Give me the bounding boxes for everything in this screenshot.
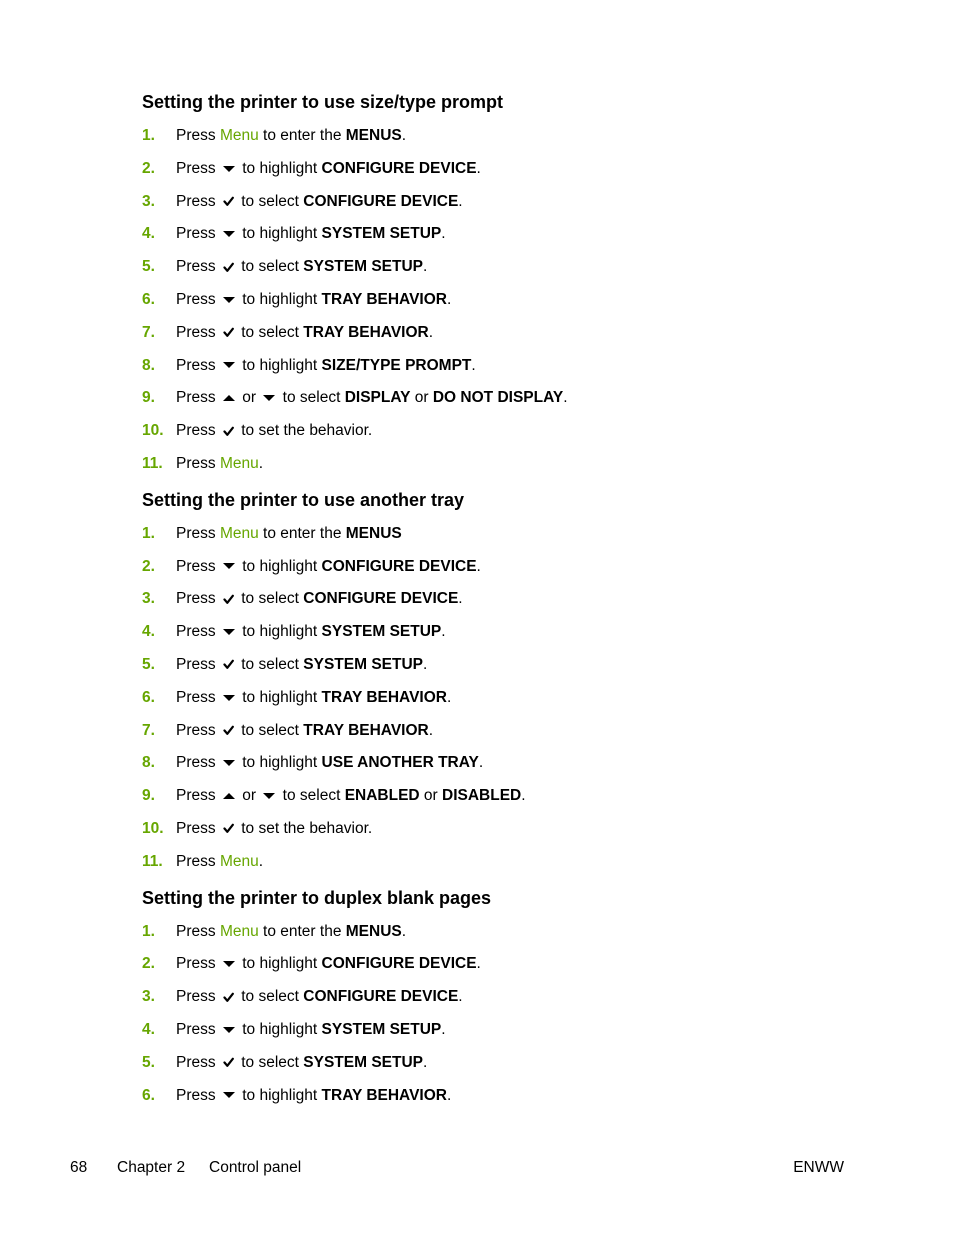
instruction-text: . (423, 1053, 428, 1071)
instruction-text: to highlight (237, 225, 322, 243)
instruction-text: to select (236, 323, 304, 341)
section (142, 486, 902, 879)
menu-item-name: CONFIGURE DEVICE (303, 988, 459, 1006)
down-arrow-icon (223, 1091, 235, 1099)
instruction-text: to select (236, 590, 304, 608)
step-number: 5. (142, 1053, 155, 1071)
step-number: 4. (142, 623, 155, 641)
steps-list (142, 120, 902, 481)
down-arrow-icon (223, 694, 235, 702)
step-text (176, 813, 372, 846)
instruction-text: to highlight (237, 557, 322, 575)
list-item (142, 948, 902, 981)
step-number: 10. (142, 422, 164, 440)
instruction-text: Press (176, 922, 220, 940)
footer-chapter-title: Control panel (209, 1159, 302, 1176)
steps-list (142, 518, 902, 879)
instruction-text: to highlight (237, 159, 322, 177)
menu-item-name: TRAY BEHAVIOR (321, 290, 447, 308)
instruction-text: to highlight (237, 754, 322, 772)
instruction-text: . (447, 290, 452, 308)
step-text (176, 583, 463, 616)
step-text (176, 682, 451, 715)
down-arrow-icon (263, 394, 275, 402)
step-number: 2. (142, 557, 155, 575)
instruction-text: to select (236, 1053, 304, 1071)
step-text (176, 846, 263, 879)
menu-item-name: MENUS (345, 524, 402, 542)
step-number: 3. (142, 590, 155, 608)
instruction-text: Press (176, 524, 220, 542)
menu-item-name: CONFIGURE DEVICE (303, 590, 459, 608)
down-arrow-icon (223, 562, 235, 570)
menu-button-label: Menu (219, 454, 259, 472)
list-item (142, 981, 902, 1014)
down-arrow-icon (223, 230, 235, 238)
list-item (142, 616, 902, 649)
list-item (142, 583, 902, 616)
list-item (142, 448, 902, 481)
menu-item-name: MENUS (345, 922, 402, 940)
instruction-text: . (476, 955, 481, 973)
menu-item-name: SYSTEM SETUP (303, 1053, 423, 1071)
step-text (176, 1047, 427, 1080)
footer-locale: ENWW (793, 1159, 844, 1176)
step-number: 8. (142, 754, 155, 772)
up-arrow-icon (223, 394, 235, 402)
list-item (142, 317, 902, 350)
step-number: 9. (142, 787, 155, 805)
step-number: 1. (142, 127, 155, 144)
step-text (176, 448, 263, 481)
menu-item-name: SYSTEM SETUP (303, 258, 423, 276)
step-number: 6. (142, 1086, 155, 1104)
step-number: 3. (142, 988, 155, 1006)
footer-chapter: Chapter 2 (117, 1159, 186, 1176)
step-text (176, 251, 427, 284)
step-text (176, 780, 526, 813)
checkmark-icon (223, 823, 234, 834)
step-number: 4. (142, 225, 155, 243)
down-arrow-icon (223, 361, 235, 369)
step-text (176, 551, 481, 584)
instruction-text: Press (176, 258, 220, 276)
instruction-text: . (258, 454, 264, 472)
instruction-text: Press (176, 590, 220, 608)
instruction-text: Press (176, 623, 220, 641)
instruction-text: . (521, 787, 526, 805)
menu-item-name: CONFIGURE DEVICE (321, 159, 477, 177)
step-text (176, 382, 568, 415)
step-text (176, 747, 483, 780)
checkmark-icon (223, 327, 234, 338)
down-arrow-icon (223, 759, 235, 767)
step-text (176, 649, 427, 682)
step-text (176, 616, 446, 649)
checkmark-icon (223, 594, 234, 605)
instruction-text: Press (176, 819, 220, 837)
instruction-text: Press (176, 389, 220, 407)
step-text (176, 715, 433, 748)
section-title: Setting the printer to duplex blank pages (142, 887, 492, 908)
section (142, 884, 902, 1113)
instruction-text: . (447, 1086, 452, 1104)
instruction-text: . (428, 323, 434, 341)
section-title: Setting the printer to use size/type prompt (142, 92, 504, 112)
step-number: 4. (142, 1020, 155, 1038)
instruction-text: Press (176, 721, 220, 739)
instruction-text: to select (236, 721, 304, 739)
menu-item-name: DISABLED (442, 787, 522, 805)
down-arrow-icon (223, 165, 235, 173)
list-item (142, 284, 902, 317)
checkmark-icon (223, 659, 234, 670)
menu-item-name: SYSTEM SETUP (303, 655, 423, 673)
list-item (142, 518, 902, 551)
instruction-text: to highlight (237, 688, 322, 706)
list-item (142, 747, 902, 780)
checkmark-icon (223, 262, 234, 273)
menu-item-name: TRAY BEHAVIOR (321, 688, 447, 706)
checkmark-icon (223, 725, 234, 736)
instruction-text: Press (176, 655, 220, 673)
instruction-text: to enter the (258, 524, 346, 542)
instruction-text: Press (176, 290, 220, 308)
instruction-text: Press (176, 422, 220, 440)
instruction-text: to enter the (258, 922, 346, 940)
step-text (176, 518, 402, 551)
instruction-text: to select (236, 192, 304, 210)
instruction-text: Press (176, 1086, 220, 1104)
list-item (142, 186, 902, 219)
instruction-text: Press (176, 225, 220, 243)
list-item (142, 551, 902, 584)
menu-item-name: TRAY BEHAVIOR (303, 323, 429, 341)
instruction-text: to select (278, 787, 345, 805)
menu-button-label: Menu (219, 922, 259, 940)
menu-item-name: SYSTEM SETUP (321, 1020, 442, 1038)
menu-item-name: TRAY BEHAVIOR (303, 721, 429, 739)
step-text (176, 916, 406, 949)
step-number: 2. (142, 159, 155, 177)
step-text (176, 153, 481, 186)
instruction-text: Press (176, 159, 220, 177)
instruction-text: to set the behavior. (236, 819, 373, 837)
instruction-text: Press (176, 127, 220, 144)
menu-item-name: DO NOT DISPLAY (432, 389, 564, 407)
down-arrow-icon (223, 1026, 235, 1034)
instruction-text: to highlight (237, 356, 322, 374)
step-number: 5. (142, 655, 155, 673)
list-item (142, 715, 902, 748)
instruction-text: to highlight (237, 1020, 322, 1038)
list-item (142, 120, 902, 153)
menu-button-label: Menu (219, 127, 259, 144)
list-item (142, 1047, 902, 1080)
step-number: 9. (142, 389, 155, 407)
instruction-text: to enter the (258, 127, 346, 144)
step-text (176, 218, 446, 251)
list-item (142, 251, 902, 284)
down-arrow-icon (223, 296, 235, 304)
instruction-text: . (441, 623, 446, 641)
instruction-text: . (441, 225, 446, 243)
down-arrow-icon (223, 960, 235, 968)
instruction-text: . (458, 192, 463, 210)
list-item (142, 846, 902, 879)
menu-item-name: TRAY BEHAVIOR (321, 1086, 447, 1104)
instruction-text: to select (236, 258, 304, 276)
menu-button-label: Menu (219, 852, 259, 870)
step-text (176, 1080, 451, 1113)
step-number: 11. (142, 454, 163, 472)
step-text (176, 1014, 446, 1047)
down-arrow-icon (223, 628, 235, 636)
instruction-text: to highlight (237, 623, 322, 641)
instruction-text: Press (176, 988, 220, 1006)
menu-item-name: CONFIGURE DEVICE (321, 557, 477, 575)
step-text (176, 350, 476, 383)
instruction-text: Press (176, 323, 220, 341)
instruction-text: . (423, 258, 428, 276)
step-number: 10. (142, 819, 164, 837)
instruction-text: to select (278, 389, 345, 407)
instruction-text: to select (236, 988, 304, 1006)
instruction-text: Press (176, 454, 220, 472)
section (142, 88, 902, 481)
instruction-text: to highlight (237, 955, 322, 973)
instruction-text: Press (176, 1053, 220, 1071)
list-item (142, 649, 902, 682)
instruction-text: to highlight (237, 290, 322, 308)
instruction-text: . (458, 590, 463, 608)
instruction-text: to set the behavior. (236, 422, 373, 440)
list-item (142, 916, 902, 949)
checkmark-icon (223, 1057, 234, 1068)
step-number: 1. (142, 922, 155, 940)
menu-item-name: SIZE/TYPE PROMPT (321, 356, 472, 374)
step-number: 5. (142, 258, 155, 276)
instruction-text: . (401, 127, 407, 144)
instruction-text: Press (176, 955, 220, 973)
step-number: 6. (142, 290, 155, 308)
step-number: 6. (142, 688, 155, 706)
page-content (142, 88, 902, 1112)
instruction-text: . (428, 721, 434, 739)
list-item (142, 415, 902, 448)
checkmark-icon (223, 196, 234, 207)
list-item (142, 780, 902, 813)
instruction-text: Press (176, 557, 220, 575)
step-text (176, 948, 481, 981)
list-item (142, 1080, 902, 1113)
instruction-text: or (237, 389, 261, 407)
menu-item-name: CONFIGURE DEVICE (303, 192, 459, 210)
menu-item-name: DISPLAY (344, 389, 411, 407)
instruction-text: . (476, 159, 481, 177)
footer-page-number: 68 (70, 1159, 88, 1176)
menu-button-label: Menu (219, 524, 259, 542)
list-item (142, 813, 902, 846)
step-text (176, 120, 406, 153)
instruction-text: or (419, 787, 443, 805)
instruction-text: Press (176, 192, 220, 210)
menu-item-name: ENABLED (344, 787, 420, 805)
step-number: 8. (142, 356, 155, 374)
step-number: 7. (142, 323, 155, 341)
checkmark-icon (223, 992, 234, 1003)
instruction-text: Press (176, 688, 220, 706)
up-arrow-icon (223, 792, 235, 800)
instruction-text: . (423, 655, 428, 673)
menu-item-name: SYSTEM SETUP (321, 225, 442, 243)
menu-item-name: MENUS (345, 127, 402, 144)
instruction-text: . (447, 688, 452, 706)
instruction-text: or (410, 389, 433, 407)
menu-item-name: SYSTEM SETUP (321, 623, 442, 641)
instruction-text: . (476, 557, 481, 575)
instruction-text: . (471, 356, 476, 374)
list-item (142, 682, 902, 715)
instruction-text: or (237, 787, 261, 805)
down-arrow-icon (263, 792, 275, 800)
instruction-text: . (478, 754, 484, 772)
step-number: 7. (142, 721, 155, 739)
instruction-text: Press (176, 356, 220, 374)
step-text (176, 284, 451, 317)
instruction-text: Press (176, 1020, 220, 1038)
instruction-text: to highlight (237, 1086, 322, 1104)
step-text (176, 415, 372, 448)
step-text (176, 317, 433, 350)
instruction-text: to select (236, 655, 304, 673)
instruction-text: Press (176, 852, 220, 870)
step-number: 2. (142, 955, 155, 973)
menu-item-name: USE ANOTHER TRAY (321, 754, 479, 772)
list-item (142, 382, 902, 415)
instruction-text: . (458, 988, 463, 1006)
menu-item-name: CONFIGURE DEVICE (321, 955, 477, 973)
step-number: 3. (142, 192, 155, 210)
instruction-text: . (258, 852, 264, 870)
section-title: Setting the printer to use another tray (142, 489, 465, 510)
instruction-text: . (401, 922, 407, 940)
instruction-text: . (563, 389, 568, 407)
checkmark-icon (223, 426, 234, 437)
instruction-text: . (441, 1020, 446, 1038)
list-item (142, 350, 902, 383)
instruction-text: Press (176, 787, 220, 805)
step-number: 1. (142, 524, 155, 542)
steps-list (142, 916, 902, 1113)
step-number: 11. (142, 852, 163, 870)
list-item (142, 153, 902, 186)
list-item (142, 218, 902, 251)
step-text (176, 186, 463, 219)
instruction-text: Press (176, 754, 220, 772)
list-item (142, 1014, 902, 1047)
step-text (176, 981, 463, 1014)
